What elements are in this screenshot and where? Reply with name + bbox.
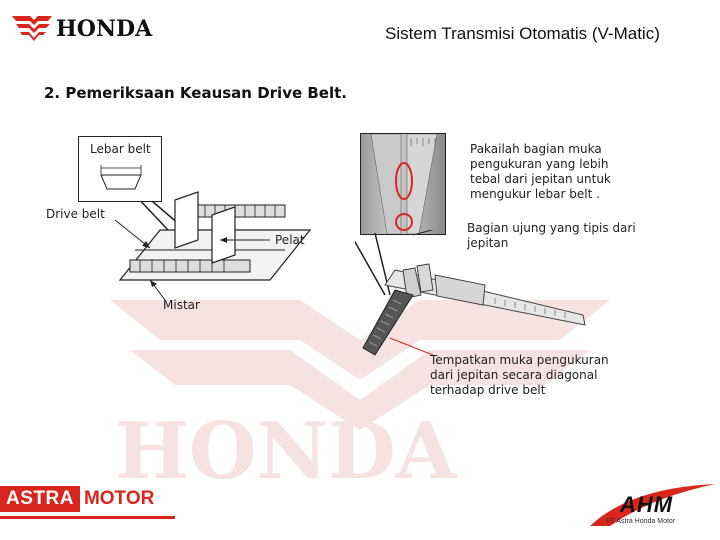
motor-logo-text: MOTOR: [83, 488, 155, 509]
honda-logo: [10, 10, 180, 44]
ahm-logo-text: AHM: [620, 492, 674, 517]
placement-note: Tempatkan muka pengukuran dari jepitan secara diagonal terhadap drive belt: [430, 353, 609, 397]
lebar-belt-callout: [78, 136, 162, 202]
astra-logo-text: ASTRA: [0, 486, 80, 512]
astra-motor-logo: [0, 486, 158, 512]
honda-logo-text: HONDA: [56, 16, 153, 42]
section-heading: 2. Pemeriksaan Keausan Drive Belt.: [44, 84, 347, 102]
caliper-shape: [363, 264, 585, 355]
astra-underline: [0, 516, 175, 519]
belt-cross-section-icon: [95, 163, 147, 195]
thick-face-note: Pakailah bagian muka pengukuran yang lebih tebal dari jepitan untuk mengukur lebar belt .: [470, 142, 611, 201]
ahm-company-name: PT Astra Honda Motor: [606, 518, 676, 525]
drive-belt-label: Drive belt: [46, 207, 105, 221]
slide-title: Sistem Transmisi Otomatis (V-Matic): [385, 24, 660, 43]
watermark-honda-text: HONDA: [115, 406, 457, 497]
lebar-belt-label: Lebar belt: [90, 142, 151, 156]
caliper-jaw-photo: [360, 133, 446, 235]
thin-tip-note: Bagian ujung yang tipis dari jepitan: [467, 221, 636, 250]
mistar-label: Mistar: [163, 298, 200, 312]
honda-wing-icon: [10, 10, 54, 44]
pelat-label: Pelat: [275, 233, 305, 247]
